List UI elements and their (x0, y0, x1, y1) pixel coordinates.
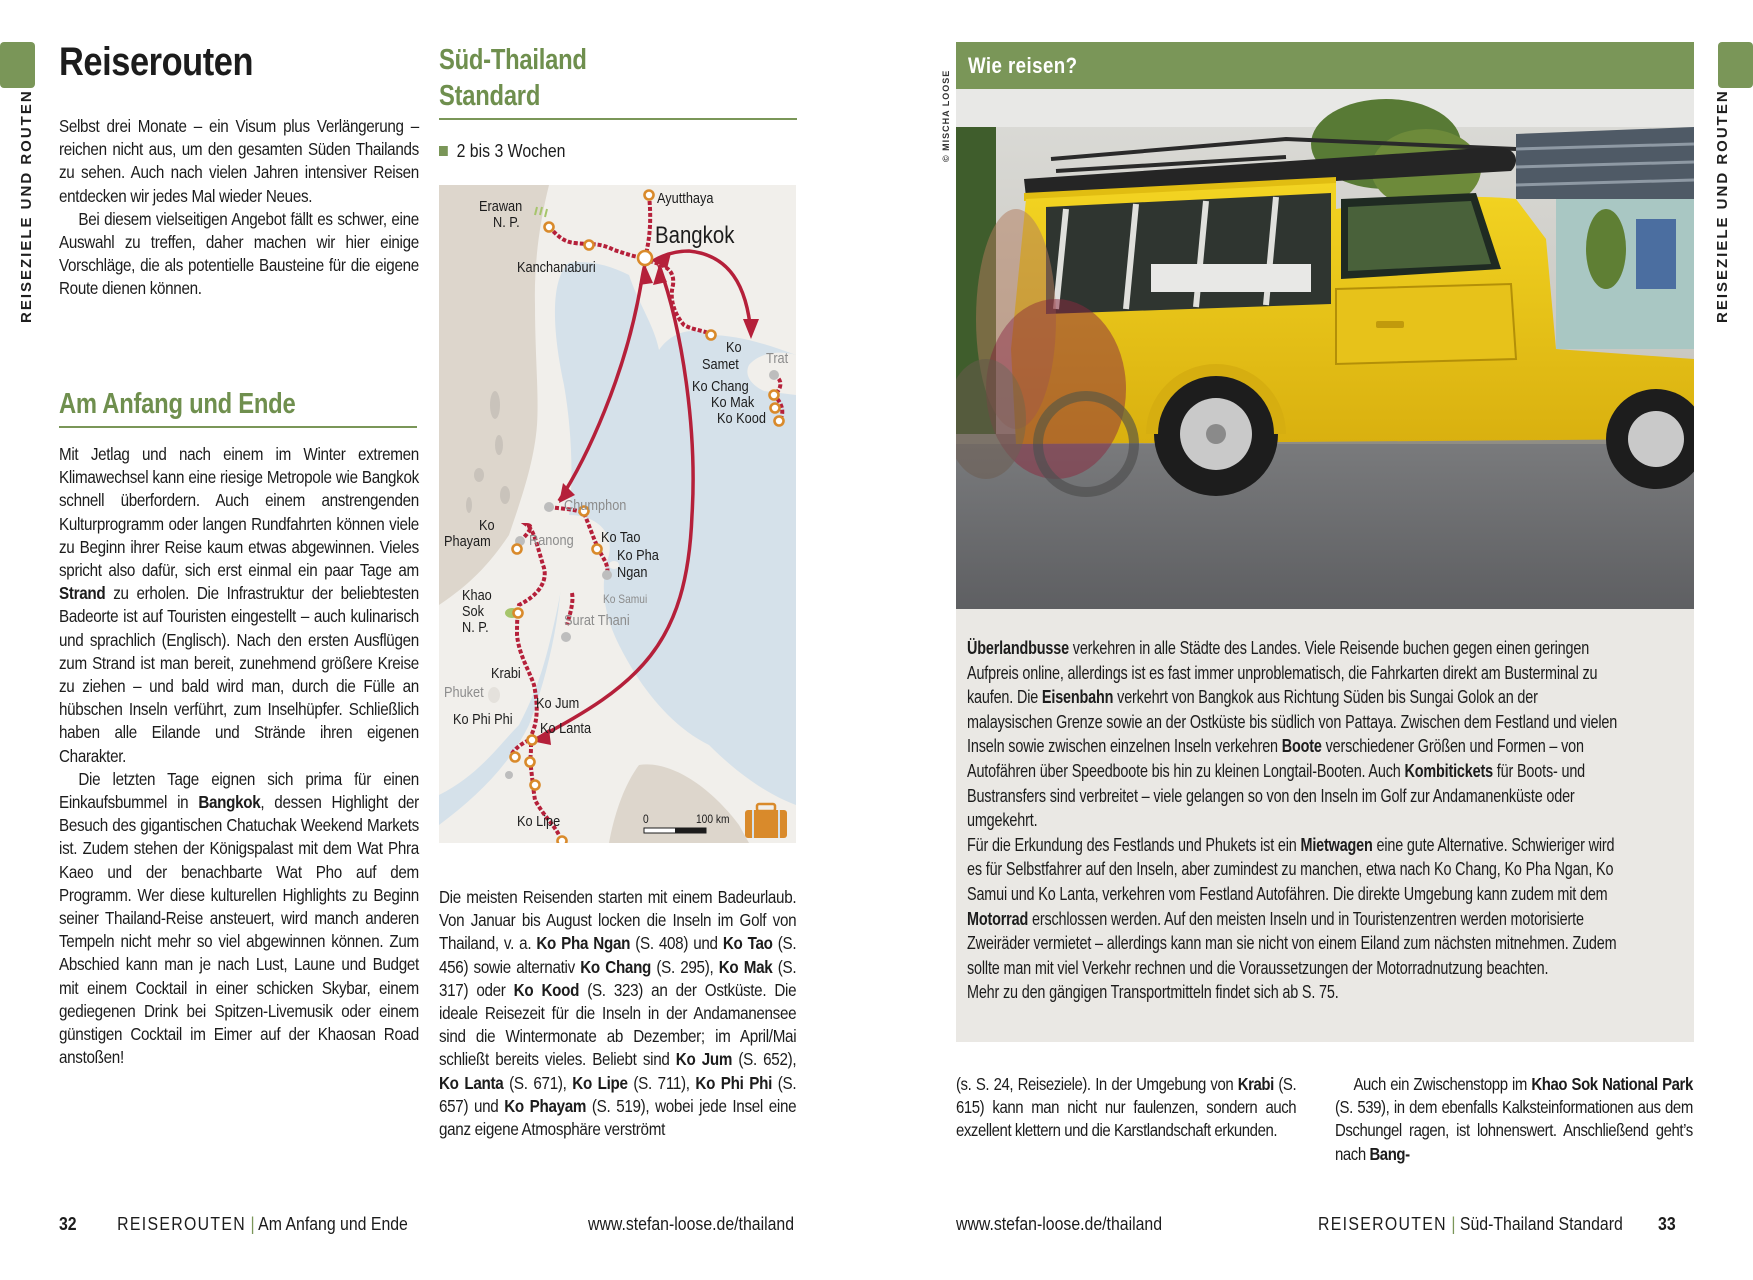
info-box-text (967, 636, 1618, 1005)
chapter-tab-left (0, 42, 35, 88)
route-body-text: Die meisten Reisenden starten mit einem Badeurlaub. Von Januar bis August locken die Inseln im Golf von Thailand, v. a. Ko Pha Ngan (S. 408) und Ko Tao (S. 456) sowie alternativ Ko Chang (S. 295), Ko Mak (S. 317) oder Ko Kood (S. 323) an der Ostküste. Die ideale Reisezeit für die Inseln in der Andamanensee sind die Wintermonate ab Dezember; im April/Mai schließt bereits vieles. Beliebt sind Ko Jum (S. 652), Ko Lanta (S. 671), Ko Lipe (S. 711), Ko Phi Phi (S. 657) und Ko Phayam (S. 519), wobei jede Insel eine ganz eigene Atmosphäre verströmt (439, 887, 797, 1140)
page-title: Reiserouten (59, 40, 254, 84)
section-body-text (59, 443, 419, 1069)
map-scale-zero: 0 (643, 812, 649, 826)
map-label-phuket: Phuket (444, 684, 484, 701)
intro-paragraph-2: Bei diesem vielseitigen Angebot fällt es schwer, eine Auswahl zu treffen, daher machen wir hier einige Vorschläge, die als potentielle Bausteine für die eigene Route dienen können. (59, 208, 419, 299)
photo-graphic (956, 89, 1694, 609)
footer-subsection-right: Süd-Thailand Standard (1459, 1214, 1623, 1234)
footer-section-right: REISEROUTEN (1318, 1214, 1447, 1234)
map-label-chumphon: Chumphon (564, 497, 627, 514)
map-label-ranong: Ranong (529, 532, 574, 549)
section-paragraph-1: Mit Jetlag und nach einem im Winter extremen Klimawechsel kann eine riesige Metropole wie Bangkok schnell überfordern. Auch einem anstrengenden Kulturprogramm oder langen Rundfahrten können viele zu Beginn ihrer Reise kaum etwas abgewinnen. Vieles spricht also dafür, sich erst einmal ein paar Tage am Strand zu erholen. Die Infrastruktur der beliebtesten Badeorte ist auf Touristen eingestellt – auch kulinarisch und sprachlich (Englisch). Nach den ersten Ausflügen zum Strand ist man bereit, zunehmend größere Kreise zu ziehen – und bald wird man, durch die Fülle an hübschen Inseln verführt, zum Inselhüpfer. Schließlich haben alle Eilande und Strände ihren eigenen Charakter. (59, 444, 419, 766)
intro-text (59, 115, 419, 301)
map-label-ko-lanta: Ko Lanta (540, 720, 592, 737)
footer-section-left: REISEROUTEN (117, 1214, 247, 1234)
map-label-ko-samet: Ko (726, 339, 742, 356)
map-label-ko-lipe: Ko Lipe (517, 813, 561, 830)
map-label-sok: Sok (462, 603, 484, 620)
page-number-right: 33 (1658, 1214, 1676, 1234)
route-heading-rule (439, 118, 797, 120)
map-label-erawan: Erawan (479, 198, 523, 215)
map-label-ko-jum: Ko Jum (536, 695, 580, 712)
route-heading: Süd-Thailand Standard (439, 44, 587, 112)
map-label-ngan: Ngan (617, 564, 648, 581)
route-duration: 2 bis 3 Wochen (439, 141, 566, 162)
chapter-side-label-right: REISEZIELE UND ROUTEN (1714, 89, 1731, 323)
info-paragraph-1: Überlandbusse verkehren in alle Städte des Landes. Viele Reisende buchen gegen einen geringen Aufpreis online, allerdings ist es fast immer unproblematisch, die Fahrkarten direkt am Busterminal zu kaufen. Die Eisenbahn verkehrt von Bangkok aus Richtung Süden bis Sungai Golok an der malaysischen Grenze sowie an der Ostküste bis südlich von Pattaya. Zwischen dem Festland und vielen Inseln sowie zwischen einzelnen Inseln verkehren Boote verschiedener Größen und Formen – von Autofähren über Speedboote bis hin zu kleinen Longtail-Booten. Auch Kombitickets für Boots- und Bustransfers sind verbreitet – viele gelangen so von den Inseln im Golf zur Andamanenküste oder umgekehrt. (967, 638, 1618, 831)
footer-subsection-left: Am Anfang und Ende (258, 1214, 408, 1234)
chapter-tab-right (1718, 42, 1753, 88)
map-label-phayam: Phayam (444, 533, 491, 550)
map-label-ko-samui: Ko Samui (603, 592, 648, 606)
map-label-ko-kood: Ko Kood (717, 410, 766, 427)
scale-bar (644, 828, 706, 833)
map-label-ko-phi-phi: Ko Phi Phi (453, 711, 513, 728)
map-label-bangkok: Bangkok (655, 222, 735, 249)
map-label-kanchanaburi: Kanchanaburi (517, 259, 596, 276)
info-box-title: Wie reisen? (968, 53, 1078, 78)
left-page (0, 0, 876, 1280)
section-paragraph-2: Die letzten Tage eignen sich prima für einen Einkaufsbummel in Bangkok, dessen Highlight der Besuch des gigantischen Chatuchak Weekend Markets ist. Zudem stehen der Königspalast mit dem Wat Phra Kaeo und der benachbarte Wat Pho auf dem Programm. Wer diese kulturellen Highlights zu Beginn seiner Thailand-Reise ansteuert, wird manch anderen Tempeln nicht mehr so viel abgewinnen können. Zum Abschied kann man je nach Lust, Laune und Budget mit einem Cocktail in einer schicken Skybar, einem gediegenen Drink bei Spitzen-Livemusik oder einem günstigen Cocktail im Eimer auf der Khaosan Road anstoßen! (59, 768, 419, 1068)
section-heading: Am Anfang und Ende (59, 388, 296, 420)
info-box-text-panel (956, 609, 1694, 1042)
map-label-ko-chang: Ko Chang (692, 378, 749, 395)
map-graphic (439, 185, 796, 843)
intro-paragraph-1: Selbst drei Monate – ein Visum plus Verlängerung – reichen nicht aus, um den gesamten Süden Thailands zu sehen. Auch nach vielen Jahren intensiver Reisen entdecken wir jedes Mal wieder Neues. (59, 116, 419, 206)
map-label-ko-pha: Ko Pha (617, 547, 659, 564)
info-box-header (956, 42, 1694, 89)
map-scale-max: 100 km (696, 812, 730, 826)
footer-url-right[interactable]: www.stefan-loose.de/thailand (956, 1214, 1163, 1234)
info-paragraph-2: Für die Erkundung des Festlands und Phukets ist ein Mietwagen eine gute Alternative. Schwieriger wird es für Selbstfahrer auf den Inseln, aber zumindest zu manchen, etwa nach Ko Chang, Ko Pha Ngan, Ko Samui und Ko Lanta, verkehren vom Festland Autofähren. Die direkte Umgebung kann zudem mit dem Motorrad erschlossen werden. Auf den meisten Inseln und in Touristenzentren werden motorisierte Zweiräder vermietet – allerdings kann man sie nicht von einem Eiland zum nächsten mitnehmen. Zudem sollte man mit viel Verkehr rechnen und die Voraussetzungen der Motorradnutzung beachten. (967, 834, 1617, 978)
map-label-ko-mak: Ko Mak (711, 394, 755, 411)
route-map (439, 185, 796, 843)
info-box-photo (956, 42, 1694, 609)
map-label-krabi: Krabi (491, 665, 521, 682)
map-label-erawan-np: N. P. (493, 214, 520, 231)
right-col1-text: (s. S. 24, Reiseziele). In der Umgebung von Krabi (S. 615) kann man nicht nur faulenzen, sondern auch exzellent klettern und die Karstlandschaft erkunden. (956, 1074, 1297, 1141)
map-label-samet: Samet (702, 356, 739, 373)
right-footer: REISEROUTEN | Süd-Thailand Standard 33 (1318, 1214, 1676, 1234)
chapter-side-label-left: REISEZIELE UND ROUTEN (18, 89, 35, 323)
map-label-surat-thani: Surat Thani (564, 612, 630, 629)
map-label-ko-tao: Ko Tao (601, 529, 641, 546)
songthaew-photo (956, 89, 1694, 609)
right-col2-text: Auch ein Zwischenstopp im Khao Sok National Park (S. 539), in dem ebenfalls Kalksteinformationen aus dem Dschungel ragen, ist lohnenswert. Anschließend geht’s nach Bang- (1335, 1074, 1693, 1164)
section-heading-rule (59, 426, 417, 428)
footer-url-left[interactable]: www.stefan-loose.de/thailand (588, 1214, 795, 1234)
info-paragraph-3: Mehr zu den gängigen Transportmitteln findet sich ab S. 75. (967, 982, 1339, 1003)
bullet-square-icon (439, 146, 448, 156)
map-label-trat: Trat (766, 350, 789, 367)
page-number-left: 32 (59, 1214, 77, 1234)
left-footer: 32 REISEROUTEN | Am Anfang und Ende (59, 1214, 408, 1234)
map-label-khao: Khao (462, 587, 492, 604)
photo-credit: © MISCHA LOOSE (941, 69, 951, 162)
map-label-ko-phayam: Ko (479, 517, 495, 534)
map-label-khao-sok-np: N. P. (462, 619, 489, 636)
map-label-ayutthaya: Ayutthaya (657, 190, 714, 207)
